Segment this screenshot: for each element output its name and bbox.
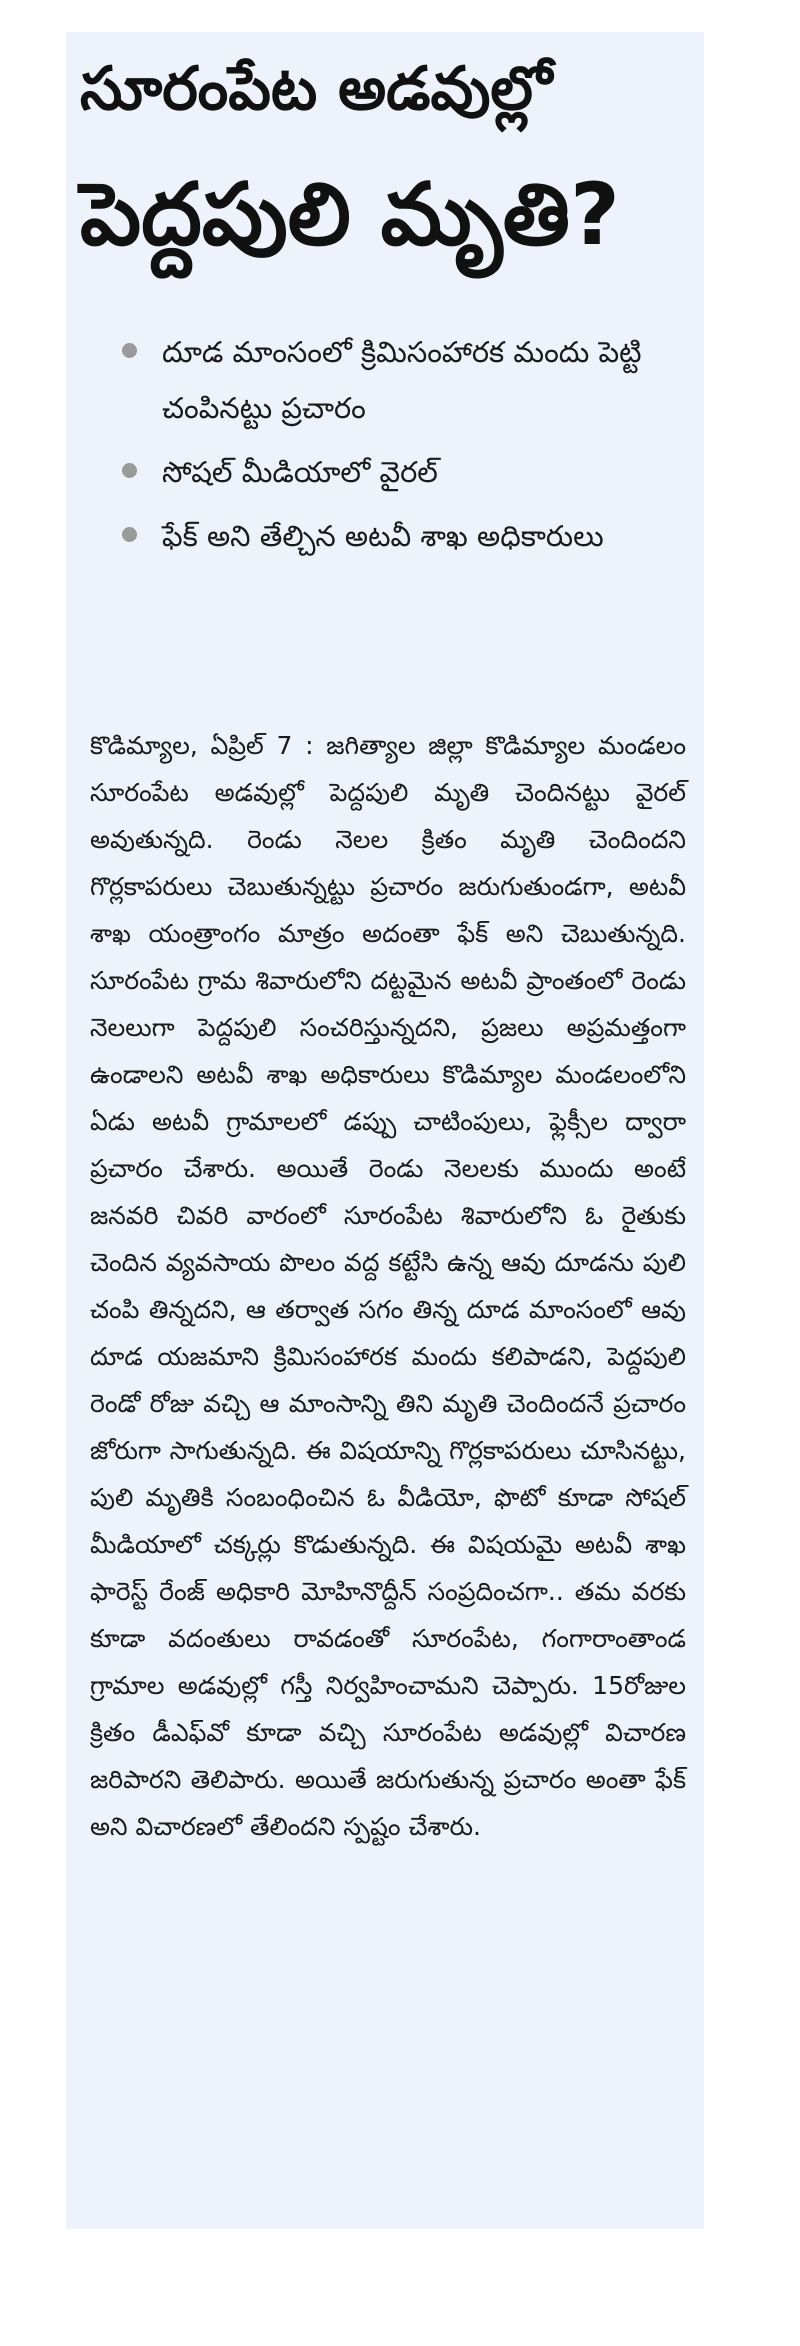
highlight-text: సోషల్ మీడియాలో వైరల్ <box>162 455 438 489</box>
bullet-dot-icon <box>122 343 137 358</box>
highlight-text: దూడ మాంసంలో క్రిమిసంహారక మందు పెట్టి చంపినట్టు ప్రచారం <box>162 335 642 425</box>
highlight-item <box>116 508 676 564</box>
article-panel <box>66 32 704 2229</box>
highlight-text: ఫేక్ అని తేల్చిన అటవీ శాఖ అధికారులు <box>162 519 604 553</box>
highlights-list <box>116 324 676 572</box>
highlight-item <box>116 324 676 436</box>
bullet-dot-icon <box>122 527 137 542</box>
headline-line-1: సూరంపేట అడవుల్లో <box>80 54 553 124</box>
article-body: కొడిమ్యాల, ఏప్రిల్ 7 : జగిత్యాల జిల్లా కొడిమ్యాల మండలం సూరంపేట అడవుల్లో పెద్దపులి మృతి చెందినట్టు వైరల్ అవుతున్నది. రెండు నెలల క్రితం మృతి చెందిందని గొర్లకాపరులు చెబుతున్నట్టు ప్రచారం జరుగుతుండగా, అటవీ శాఖ యంత్రాంగం మాత్రం అదంతా ఫేక్ అని చెబుతున్నది. సూరంపేట గ్రామ శివారులోని దట్టమైన అటవీ ప్రాంతంలో రెండు నెలలుగా పెద్దపులి సంచరిస్తున్నదని, ప్రజలు అప్రమత్తంగా ఉండాలని అటవీ శాఖ అధికారులు కొడిమ్యాల మండలంలోని ఏడు అటవీ గ్రామాలలో డప్పు చాటింపులు, ఫ్లెక్సీల ద్వారా ప్రచారం చేశారు. అయితే రెండు నెలలకు ముందు అంటే జనవరి చివరి వారంలో సూరంపేట శివారులోని ఓ రైతుకు చెందిన వ్యవసాయ పొలం వద్ద కట్టేసి ఉన్న ఆవు దూడను పులి చంపి తిన్నదని, ఆ తర్వాత సగం తిన్న దూడ మాంసంలో ఆవు దూడ యజమాని క్రిమిసంహారక మందు కలిపాడని, పెద్దపులి రెండో రోజు వచ్చి ఆ మాంసాన్ని తిని మృతి చెందిందనే ప్రచారం జోరుగా సాగుతున్నది. ఈ విషయాన్ని గొర్లకాపరులు చూసినట్టు, పులి మృతికి సంబంధించిన ఓ వీడియో, ఫొటో కూడా సోషల్ మీడియాలో చక్కర్లు కొడుతున్నది. ఈ విషయమై అటవీ శాఖ ఫారెస్ట్ రేంజ్ అధికారి మోహినొద్దీన్ సంప్రదించగా.. తమ వరకు కూడా వదంతులు రావడంతో సూరంపేట, గంగారాంతాండ గ్రామాల అడవుల్లో గస్తీ నిర్వహించామని చెప్పారు. 15రోజుల క్రితం డీఎఫ్‌వో కూడా వచ్చి సూరంపేట అడవుల్లో విచారణ జరిపారని తెలిపారు. అయితే జరుగుతున్న ప్రచారం అంతా ఫేక్ అని విచారణలో తేలిందని స్పష్టం చేశారు. <box>90 731 686 1841</box>
bullet-dot-icon <box>122 463 137 478</box>
headline-line-2: పెద్దపులి మృతి? <box>80 165 620 265</box>
highlight-item <box>116 444 676 500</box>
